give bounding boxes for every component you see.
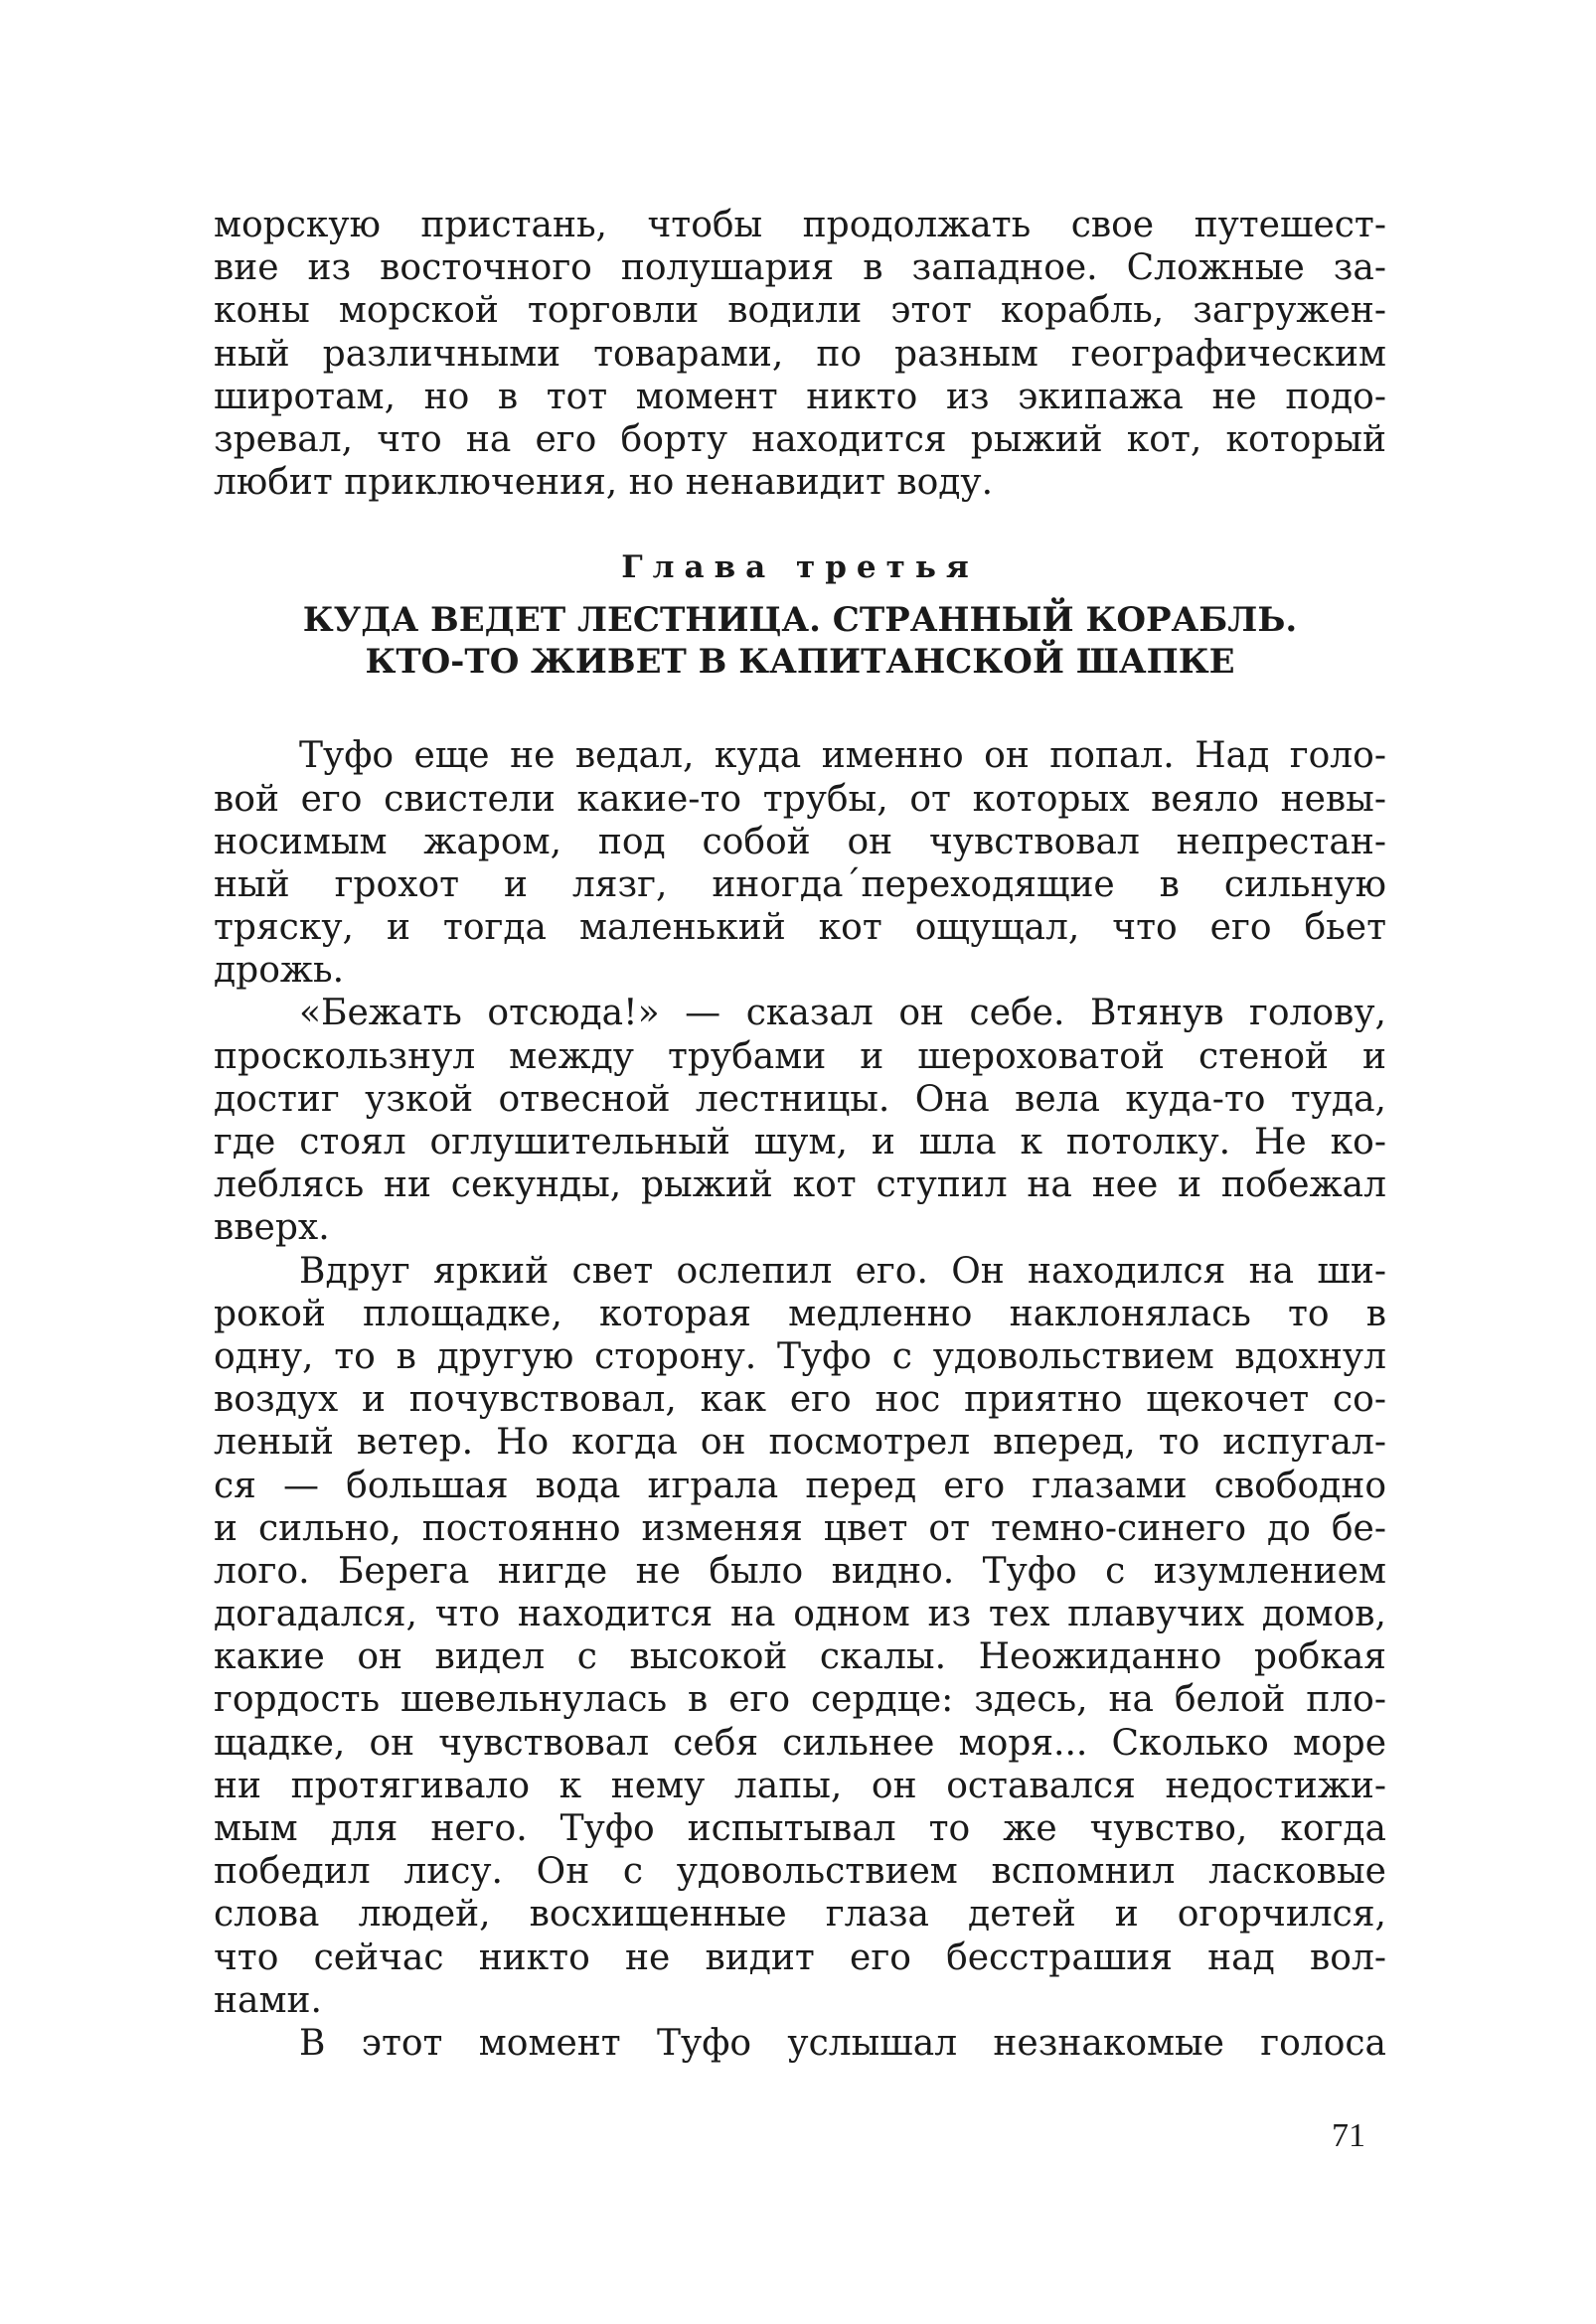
- text-line: морскую пристань, чтобы продолжать свое путешест-: [214, 205, 1386, 245]
- text-line: мым для него. Туфо испытывал то же чувство, когда: [214, 1808, 1386, 1849]
- text-line: что сейчас никто не видит его бесстрашия над вол-: [214, 1937, 1386, 1978]
- opening-paragraph: [214, 204, 1386, 504]
- page-number: 71: [1332, 2117, 1365, 2154]
- text-line: Туфо еще не ведал, куда именно он попал. Над голо-: [299, 735, 1386, 777]
- text-line: В этот момент Туфо услышал незнакомые голоса: [299, 2022, 1386, 2064]
- text-line: коны морской торговли водили этот корабль, загружен-: [214, 290, 1386, 332]
- chapter-title-line: КТО-ТО ЖИВЕТ В КАПИТАНСКОЙ ШАПКЕ: [365, 642, 1235, 683]
- text-line: проскользнул между трубами и шероховатой стеной и: [214, 1035, 1386, 1077]
- text-line: ный грохот и лязг, иногда´переходящие в сильную: [214, 863, 1386, 905]
- text-line: слова людей, восхищенные глаза детей и огорчился,: [214, 1894, 1386, 1936]
- text-line: ся — большая вода играла перед его глазами свободно: [214, 1465, 1386, 1506]
- book-page: [214, 204, 1386, 2065]
- text-line: достиг узкой отвесной лестницы. Она вела куда-то туда,: [214, 1078, 1386, 1120]
- text-line: носимым жаром, под собой он чувствовал непрестан-: [214, 821, 1386, 862]
- text-line: «Бежать отсюда!» — сказал он себе. Втянув голову,: [299, 993, 1386, 1034]
- text-line: какие он видел с высокой скалы. Неожиданно робкая: [214, 1636, 1386, 1678]
- text-line: ный различными товарами, по разным географическим: [214, 333, 1386, 375]
- text-line: лого. Берега нигде не было видно. Туфо с изумлением: [214, 1550, 1386, 1592]
- text-line: догадался, что находится на одном из тех плавучих домов,: [214, 1594, 1386, 1635]
- text-line: щадке, он чувствовал себя сильнее моря... Сколько море: [214, 1722, 1386, 1764]
- chapter-title: [214, 599, 1386, 683]
- text-line: Вдруг яркий свет ослепил его. Он находился на ши-: [299, 1250, 1386, 1292]
- text-line: победил лису. Он с удовольствием вспомнил ласковые: [214, 1851, 1386, 1893]
- text-line: и сильно, постоянно изменяя цвет от темно-синего до бе-: [214, 1507, 1386, 1549]
- text-line: зревал, что на его борту находится рыжий кот, который: [214, 418, 1386, 460]
- text-line: нами.: [214, 1979, 322, 2021]
- text-line: дрожь.: [214, 950, 345, 992]
- text-line: воздух и почувствовал, как его нос приятно щекочет со-: [214, 1379, 1386, 1421]
- chapter-body: [214, 734, 1386, 2065]
- text-line: вверх.: [214, 1207, 330, 1249]
- text-line: одну, то в другую сторону. Туфо с удовольствием вдохнул: [214, 1335, 1386, 1377]
- text-line: рокой площадке, которая медленно наклонялась то в: [214, 1293, 1386, 1334]
- text-line: леблясь ни секунды, рыжий кот ступил на нее и побежал: [214, 1164, 1386, 1206]
- text-line: леный ветер. Но когда он посмотрел вперед, то испугал-: [214, 1422, 1386, 1464]
- chapter-title-line: КУДА ВЕДЕТ ЛЕСТНИЦА. СТРАННЫЙ КОРАБЛЬ.: [302, 600, 1298, 641]
- text-line: ни протягивало к нему лапы, он оставался недостижи-: [214, 1765, 1386, 1806]
- text-line: гордость шевельнулась в его сердце: здесь, на белой пло-: [214, 1679, 1386, 1721]
- text-line: широтам, но в тот момент никто из экипажа не подо-: [214, 376, 1386, 417]
- text-line: тряску, и тогда маленький кот ощущал, что его бьет: [214, 907, 1386, 949]
- text-line: где стоял оглушительный шум, и шла к потолку. Не ко-: [214, 1122, 1386, 1162]
- text-line: вие из восточного полушария в западное. Сложные за-: [214, 247, 1386, 289]
- text-line: любит приключения, но ненавидит воду.: [214, 462, 994, 504]
- text-line: вой его свистели какие-то трубы, от которых веяло невы-: [214, 778, 1386, 820]
- chapter-label: Глава третья: [621, 549, 979, 586]
